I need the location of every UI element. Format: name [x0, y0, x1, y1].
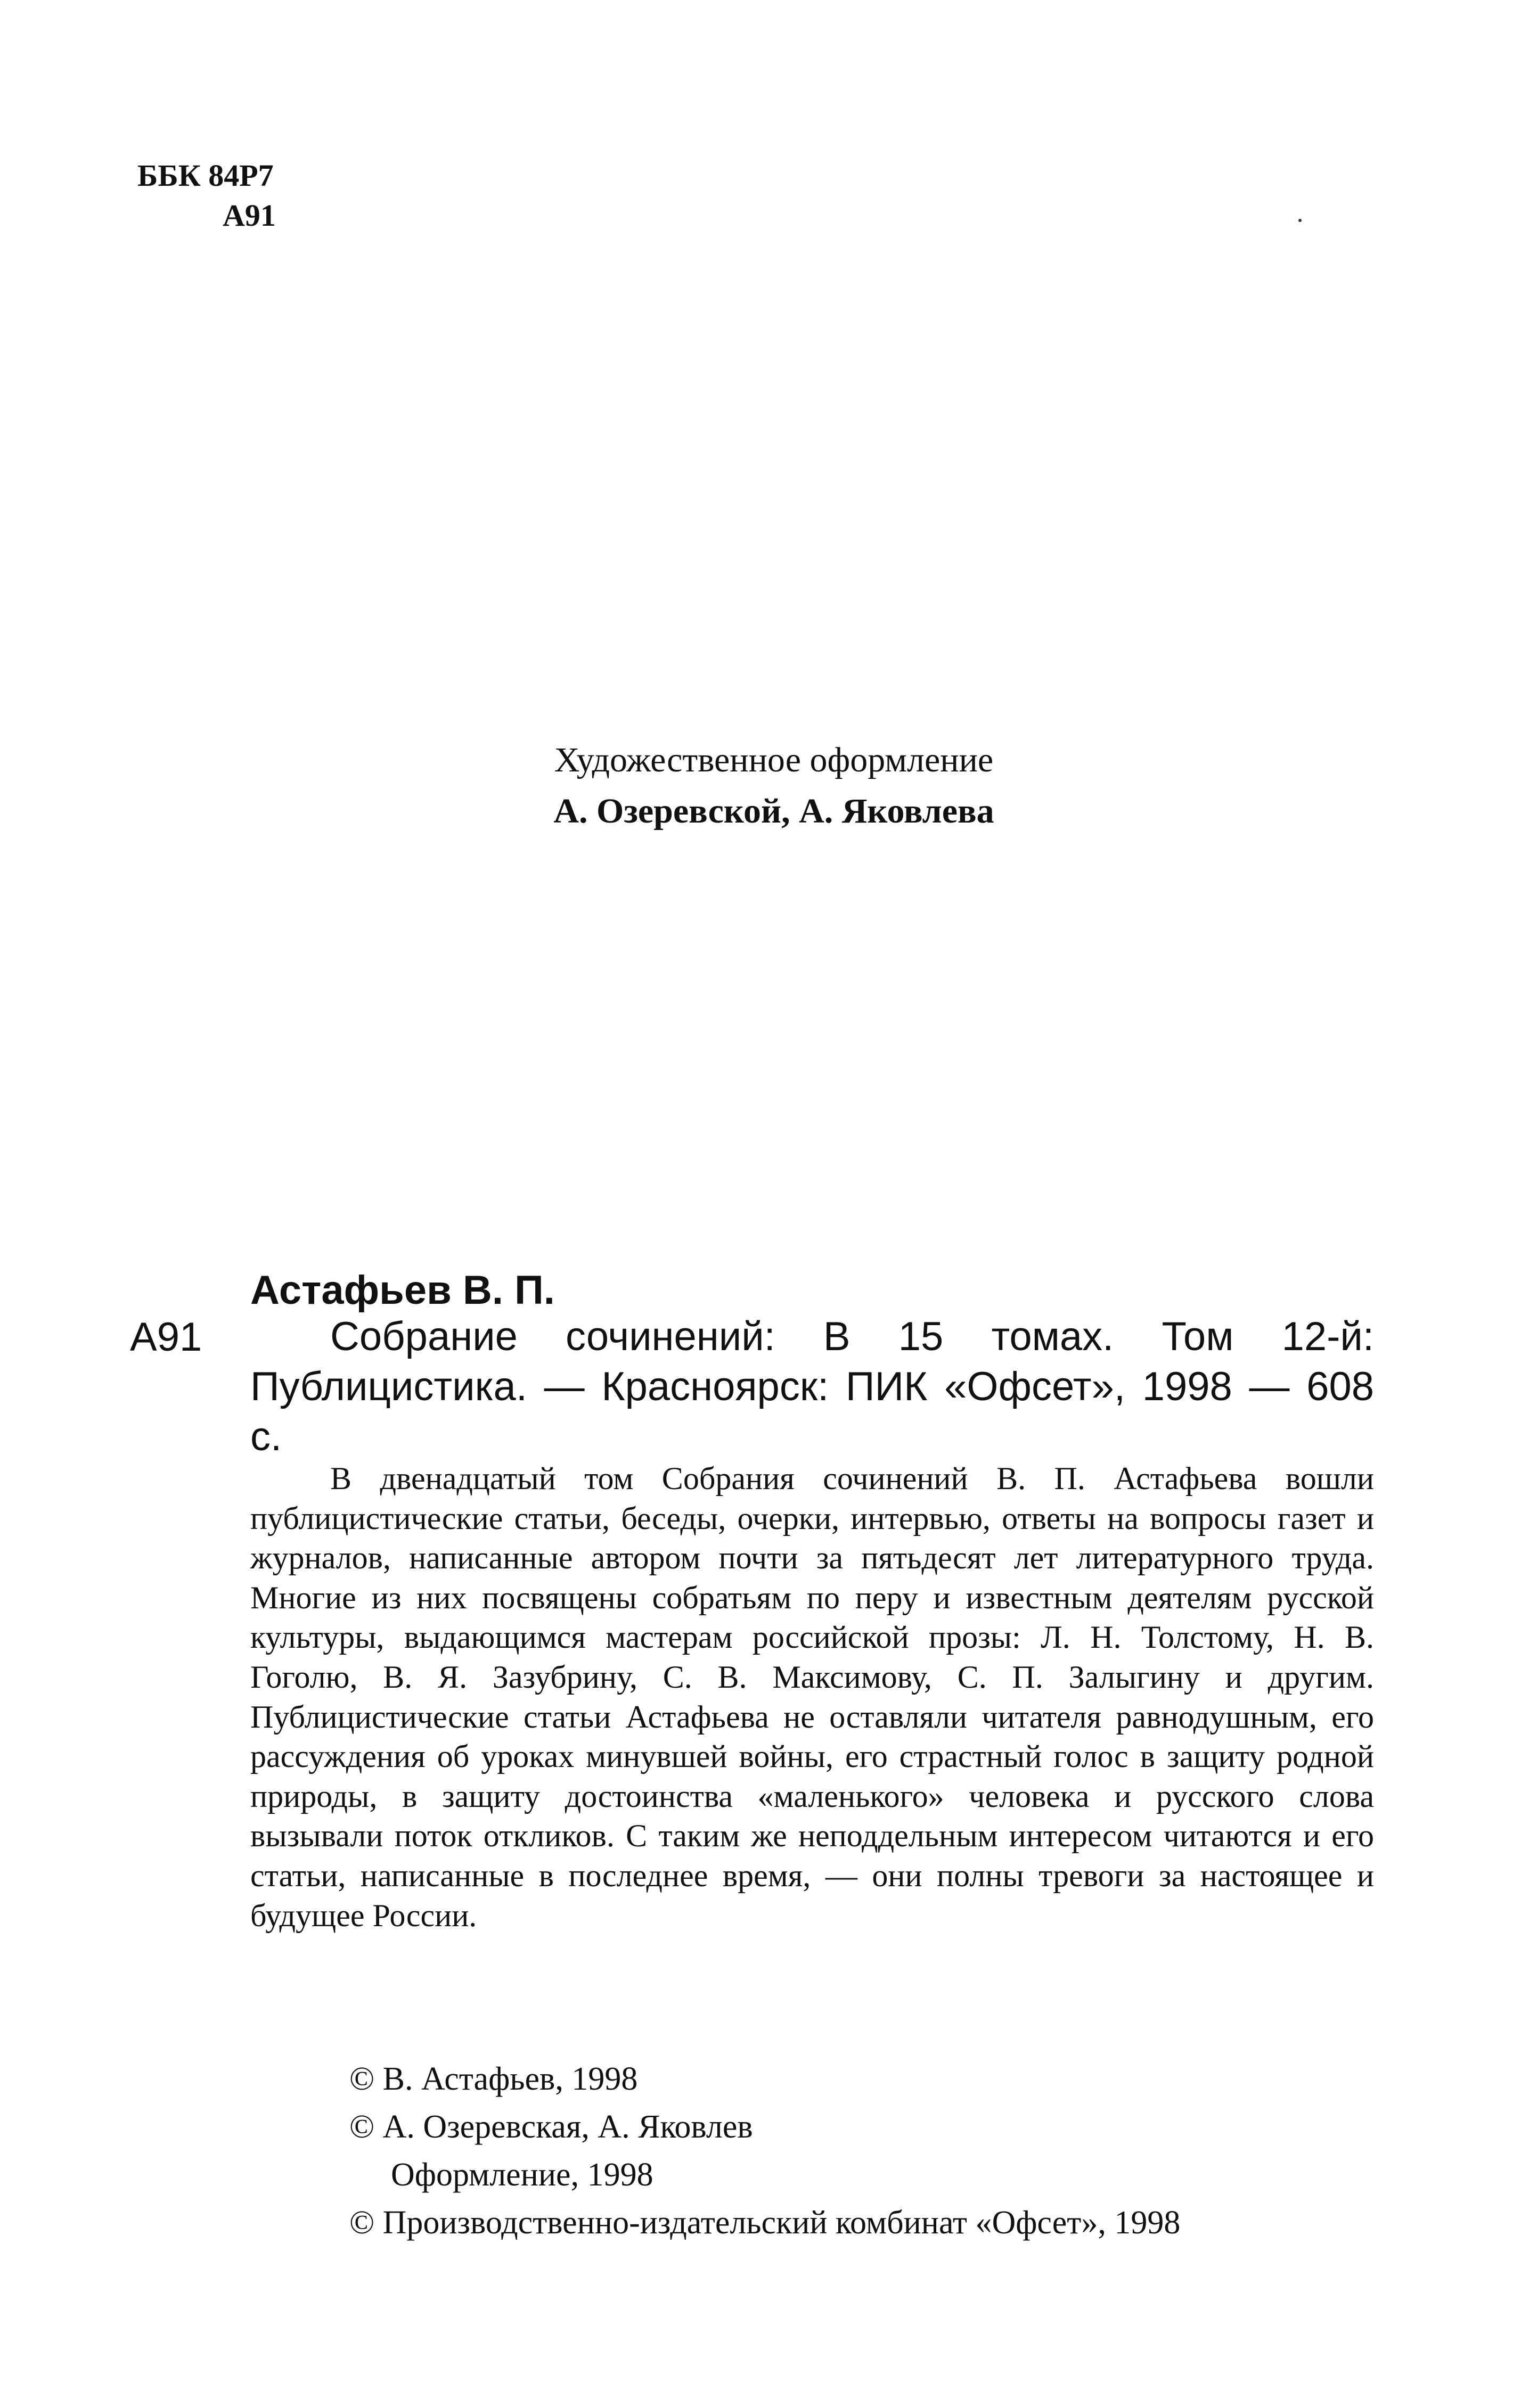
copyright-line: © Производственно-издательский комбинат «Офсет», 1998: [349, 2205, 1181, 2241]
copyright-line: Оформление, 1998: [391, 2157, 653, 2193]
copyright-line: © А. Озеревская, А. Яковлев: [349, 2109, 753, 2145]
author-sign-code: А91: [223, 198, 276, 233]
design-credit-names: А. Озеревской, А. Яковлева: [553, 791, 994, 831]
design-credit-label: Художественное оформление: [554, 741, 994, 779]
print-speck: [1298, 219, 1302, 222]
copyright-line: © В. Астафьев, 1998: [349, 2061, 638, 2097]
bbk-code: ББК 84Р7: [137, 158, 274, 193]
catalog-author: Астафьев В. П.: [250, 1268, 555, 1313]
design-credit: [0, 735, 1521, 836]
copyright-block: [349, 2055, 1180, 2247]
catalog-code: А91: [130, 1314, 202, 1360]
catalog-title: Собрание сочинений: В 15 томах. Том 12-й: Публицистика. — Красноярск: ПИК «Офсет», 1998 — 608 с.: [250, 1314, 1374, 1459]
classification-block: [137, 155, 276, 236]
catalog-annotation: В двенадцатый том Собрания сочинений В. П. Астафьева вошли публицистические статьи, беседы, очерки, интервью, ответы на вопросы газет и журналов, написанные автором почти за пятьдесят лет литературного труда. Многие из них посвящены собратьям по перу и известным деятелям русской культуры, выдающимся мастерам российской прозы: Л. Н. Толстому, Н. В. Гоголю, В. Я. Зазубрину, С. В. Максимову, С. П. Залыгину и другим. Публицистические статьи Астафьева не оставляли читателя равнодушным, его рассуждения об уроках минувшей войны, его страстный голос в защиту родной природы, в защиту достоинства «маленького» человека и русского слова вызывали поток откликов. С таким же неподдельным интересом читаются и его статьи, написанные в последнее время, — они полны тревоги за настоящее и будущее России.: [250, 1461, 1374, 1933]
